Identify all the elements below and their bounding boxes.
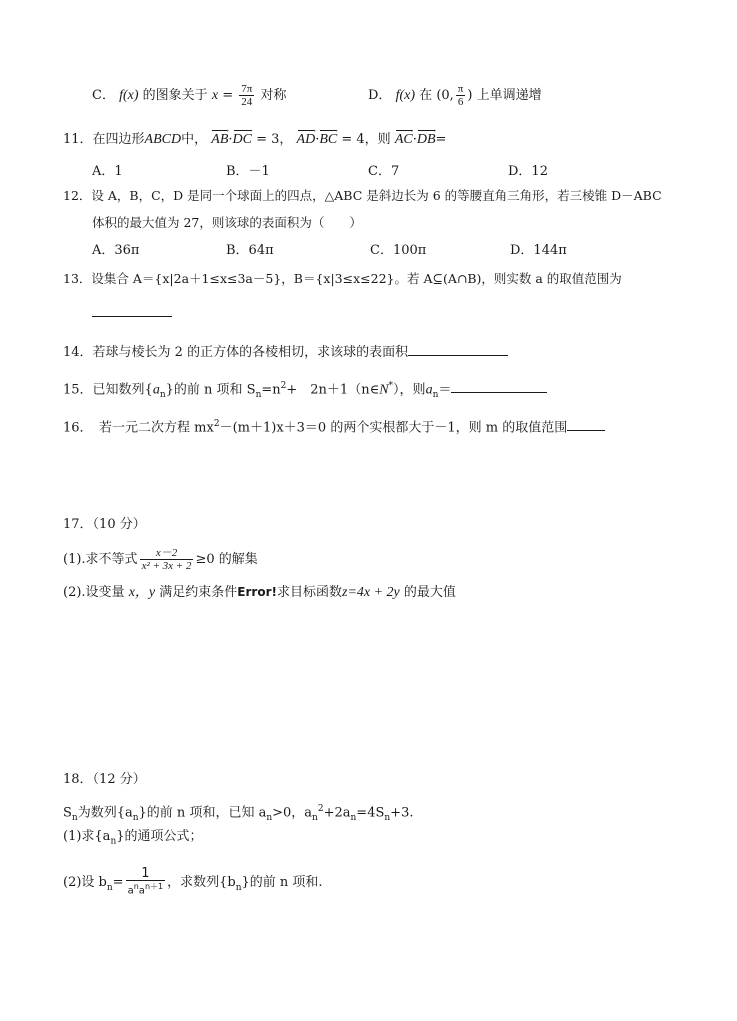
stem-text: S bbox=[63, 805, 72, 821]
vector-db: DB → bbox=[417, 128, 436, 149]
numerator: 7π bbox=[241, 83, 253, 95]
den-sup-n: n bbox=[133, 882, 139, 891]
numerator: π bbox=[457, 83, 464, 95]
stem-text: ≥0 的解集 bbox=[195, 552, 258, 567]
subscript-n: n bbox=[71, 812, 78, 823]
quad-abcd: ABCD bbox=[144, 132, 182, 147]
objective-expression: =4x + 2y bbox=[347, 585, 400, 600]
numerator: 1 bbox=[126, 868, 166, 881]
q10-option-d bbox=[368, 83, 542, 108]
q12-line-1: 12．设 A，B，C，D 是同一个球面上的四点，△ABC 是斜边长为 6 的等腰直角三角形，若三棱锥 D－ABC bbox=[63, 188, 662, 203]
denominator: 6 bbox=[457, 96, 464, 108]
function-fx: f(x) bbox=[395, 88, 416, 103]
option-label: C． bbox=[92, 88, 115, 103]
superscript-2: 2 bbox=[317, 804, 324, 814]
stem-text: ），则 bbox=[393, 382, 426, 398]
q12-option-c: C．100π bbox=[370, 243, 427, 258]
option-text: 对称 bbox=[260, 88, 287, 103]
set-n: N bbox=[379, 382, 389, 398]
stem-text: 15．已知数列 bbox=[63, 382, 145, 398]
q14-stem bbox=[63, 344, 508, 362]
option-label: D． bbox=[368, 88, 392, 103]
q13-answer-blank bbox=[92, 316, 172, 317]
brace: { bbox=[144, 382, 153, 398]
stem-text: >0，a bbox=[272, 805, 313, 821]
stem-text: 的前 n 项和 S bbox=[173, 382, 256, 398]
stem-text: (1).求不等式 bbox=[63, 552, 138, 567]
den-sup-n1: n＋1 bbox=[144, 882, 164, 891]
stem-text: }的前 n 项和. bbox=[241, 875, 323, 891]
vector-bc: BC → bbox=[319, 128, 337, 149]
q10-option-c bbox=[92, 83, 286, 108]
stem-text: 满足约束条件 bbox=[159, 585, 238, 600]
stem-text: 为数列{a bbox=[77, 805, 133, 821]
stem-text: +2a bbox=[323, 805, 351, 821]
function-fx: f(x) bbox=[119, 88, 139, 103]
variable-x: x bbox=[211, 88, 219, 103]
q15-stem bbox=[63, 377, 547, 404]
option-text: 上单调递增 bbox=[476, 88, 542, 103]
interval-close: ) bbox=[467, 88, 473, 103]
error-placeholder: Error! bbox=[237, 585, 277, 599]
den-a: a bbox=[127, 885, 134, 897]
q12-option-a: A．36π bbox=[92, 243, 140, 258]
interval-open: (0, bbox=[436, 88, 454, 103]
stem-text: ，求数列{b bbox=[167, 875, 236, 891]
stem-text: }的前 n 项和，已知 a bbox=[138, 805, 267, 821]
q15-answer-blank bbox=[451, 392, 547, 393]
q14-answer-blank bbox=[408, 355, 508, 356]
subscript-n: n bbox=[384, 812, 391, 823]
subscript-n: n bbox=[350, 812, 357, 823]
denominator: 24 bbox=[241, 96, 253, 108]
stem-text: 的最大值 bbox=[403, 585, 456, 600]
variable-z: z bbox=[341, 585, 348, 600]
q18-condition bbox=[63, 800, 413, 827]
q11-option-b: B．－1 bbox=[226, 164, 270, 179]
q11-option-a: A．1 bbox=[92, 164, 123, 179]
q11-option-c: C．7 bbox=[368, 164, 400, 179]
stem-text: = bbox=[435, 132, 447, 147]
superscript-star: * bbox=[388, 381, 394, 391]
stem-text: = 4，则 bbox=[341, 132, 391, 147]
q12-option-b: B．64π bbox=[226, 243, 274, 258]
stem-text: 16． 若一元二次方程 mx bbox=[63, 420, 214, 436]
q17-part-1 bbox=[63, 547, 258, 572]
subscript-n: n bbox=[159, 389, 166, 400]
q11-stem bbox=[63, 128, 446, 149]
q12-line-2: 体积的最大值为 27，则该球的表面积为（ ） bbox=[92, 215, 362, 230]
stem-text: 求目标函数 bbox=[276, 585, 342, 600]
q12-option-d: D．144π bbox=[510, 243, 567, 258]
variable-a: a bbox=[152, 382, 160, 398]
numerator: x－2 bbox=[140, 547, 194, 560]
subscript-n: n bbox=[110, 836, 117, 847]
q18-part-2 bbox=[63, 868, 323, 897]
fraction-bn bbox=[126, 868, 166, 897]
denominator: x² + 3x + 2 bbox=[141, 560, 192, 572]
fraction-pi-6 bbox=[456, 83, 466, 108]
stem-text: 14．若球与棱长为 2 的正方体的各棱相切，求该球的表面积 bbox=[63, 345, 409, 360]
fraction-inequality bbox=[140, 547, 194, 572]
stem-text: = 3， bbox=[256, 132, 293, 147]
variables-xy: x，y bbox=[128, 585, 156, 600]
dot-operator: · bbox=[315, 132, 320, 147]
q13-stem: 13．设集合 A＝{x|2a＋1≤x≤3a－5}，B＝{x|3≤x≤22}。若 A⊆(A∩B)，则实数 a 的取值范围为 bbox=[63, 271, 622, 286]
q16-answer-blank bbox=[567, 430, 605, 431]
superscript-2: 2 bbox=[213, 419, 220, 429]
equals-sign: = bbox=[112, 875, 124, 891]
q18-part-1 bbox=[63, 828, 203, 851]
variable-a: a bbox=[425, 382, 433, 398]
stem-text: =4S bbox=[356, 805, 385, 821]
subscript-n: n bbox=[235, 882, 242, 893]
dot-operator: · bbox=[228, 132, 233, 147]
superscript-2: 2 bbox=[280, 381, 287, 391]
subscript-n: n bbox=[106, 882, 113, 893]
q18-title: 18．（12 分） bbox=[63, 772, 146, 787]
stem-text: 中， bbox=[181, 132, 208, 147]
fraction-7pi-24 bbox=[239, 83, 254, 108]
q17-part-2 bbox=[63, 583, 456, 602]
vector-ac: AC → bbox=[395, 128, 413, 149]
den-a: a bbox=[138, 885, 145, 897]
stem-text: (1)求{a bbox=[63, 829, 111, 844]
vector-ab: AB → bbox=[211, 128, 228, 149]
denominator bbox=[126, 881, 166, 897]
equals-sign: ＝ bbox=[438, 382, 452, 398]
stem-text: (2)设 b bbox=[63, 875, 107, 891]
vector-dc: DC → bbox=[233, 128, 252, 149]
subscript-n: n bbox=[132, 812, 139, 823]
question-number: 11．在四边形 bbox=[63, 132, 145, 147]
q11-option-d: D．12 bbox=[508, 164, 548, 179]
option-text: 的图象关于 bbox=[142, 88, 208, 103]
dot-operator: · bbox=[412, 132, 417, 147]
stem-text: + 2n＋1（n∈ bbox=[286, 382, 380, 398]
q17-title: 17．（10 分） bbox=[63, 517, 146, 532]
stem-text: +3. bbox=[390, 805, 414, 821]
stem-text: (2).设变量 bbox=[63, 585, 125, 600]
subscript-n: n bbox=[432, 389, 439, 400]
brace: } bbox=[165, 382, 174, 398]
subscript-n: n bbox=[312, 812, 318, 823]
stem-text: }的通项公式； bbox=[116, 829, 203, 844]
option-text: 在 bbox=[419, 88, 433, 103]
stem-text: －(m＋1)x＋3＝0 的两个实根都大于－1，则 m 的取值范围 bbox=[219, 420, 568, 436]
q16-stem bbox=[63, 415, 605, 437]
subscript-n: n bbox=[266, 812, 273, 823]
subscript-n: n bbox=[255, 389, 262, 400]
vector-ad: AD → bbox=[297, 128, 316, 149]
stem-text: =n bbox=[261, 382, 281, 398]
equals-sign: = bbox=[222, 88, 234, 103]
